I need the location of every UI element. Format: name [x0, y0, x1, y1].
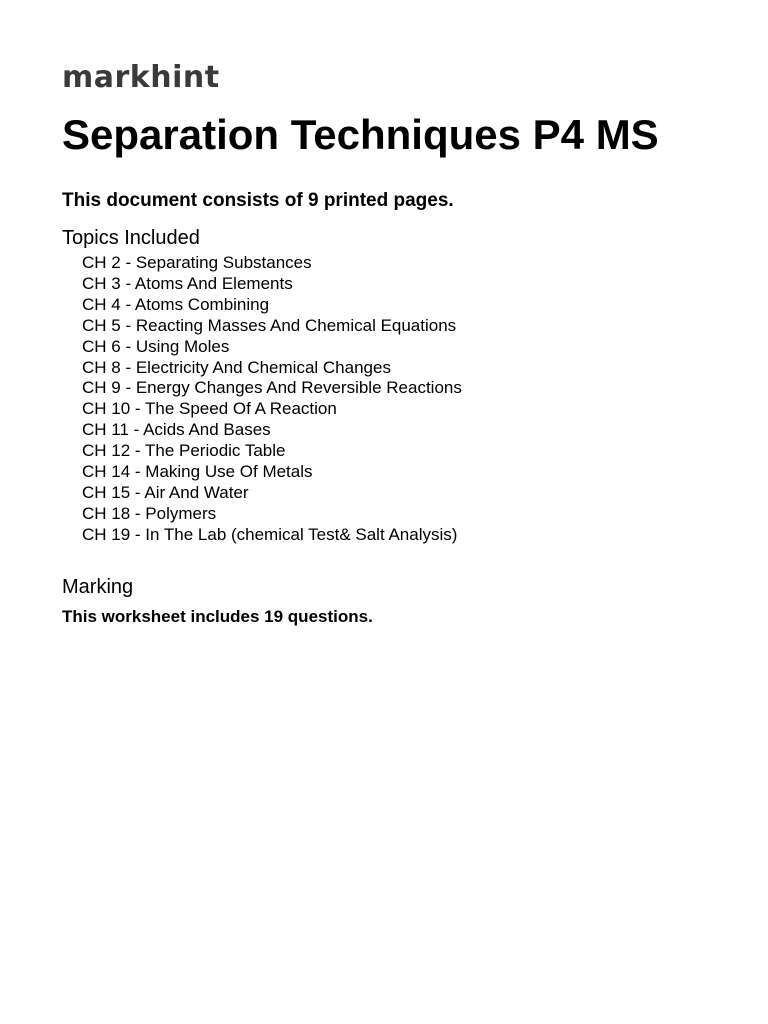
topic-item: CH 2 - Separating Substances — [82, 253, 312, 272]
topics-heading: Topics Included — [62, 227, 200, 249]
pages-note: This document consists of 9 printed pages. — [62, 190, 454, 211]
topic-list — [82, 253, 462, 546]
topic-item: CH 19 - In The Lab (chemical Test& Salt Analysis) — [82, 524, 458, 544]
topic-item: CH 10 - The Speed Of A Reaction — [82, 399, 337, 419]
topic-item: CH 15 - Air And Water — [82, 482, 249, 502]
topic-item: CH 3 - Atoms And Elements — [82, 273, 293, 293]
topic-item: CH 6 - Using Moles — [82, 336, 230, 356]
topic-item: CH 4 - Atoms Combining — [82, 294, 270, 314]
topic-item: CH 14 - Making Use Of Metals — [82, 462, 313, 482]
topic-item: CH 18 - Polymers — [82, 503, 217, 523]
topic-item: CH 8 - Electricity And Chemical Changes — [82, 357, 391, 377]
brand-logo: markhint — [62, 60, 220, 95]
page-title: Separation Techniques P4 MS — [62, 111, 659, 158]
topic-item: CH 12 - The Periodic Table — [82, 441, 286, 461]
topic-item: CH 9 - Energy Changes And Reversible Reactions — [82, 378, 462, 398]
marking-heading: Marking — [62, 576, 134, 598]
topic-item: CH 11 - Acids And Bases — [82, 420, 271, 440]
marking-note: This worksheet includes 19 questions. — [62, 607, 373, 626]
topic-item: CH 5 - Reacting Masses And Chemical Equations — [82, 315, 457, 335]
